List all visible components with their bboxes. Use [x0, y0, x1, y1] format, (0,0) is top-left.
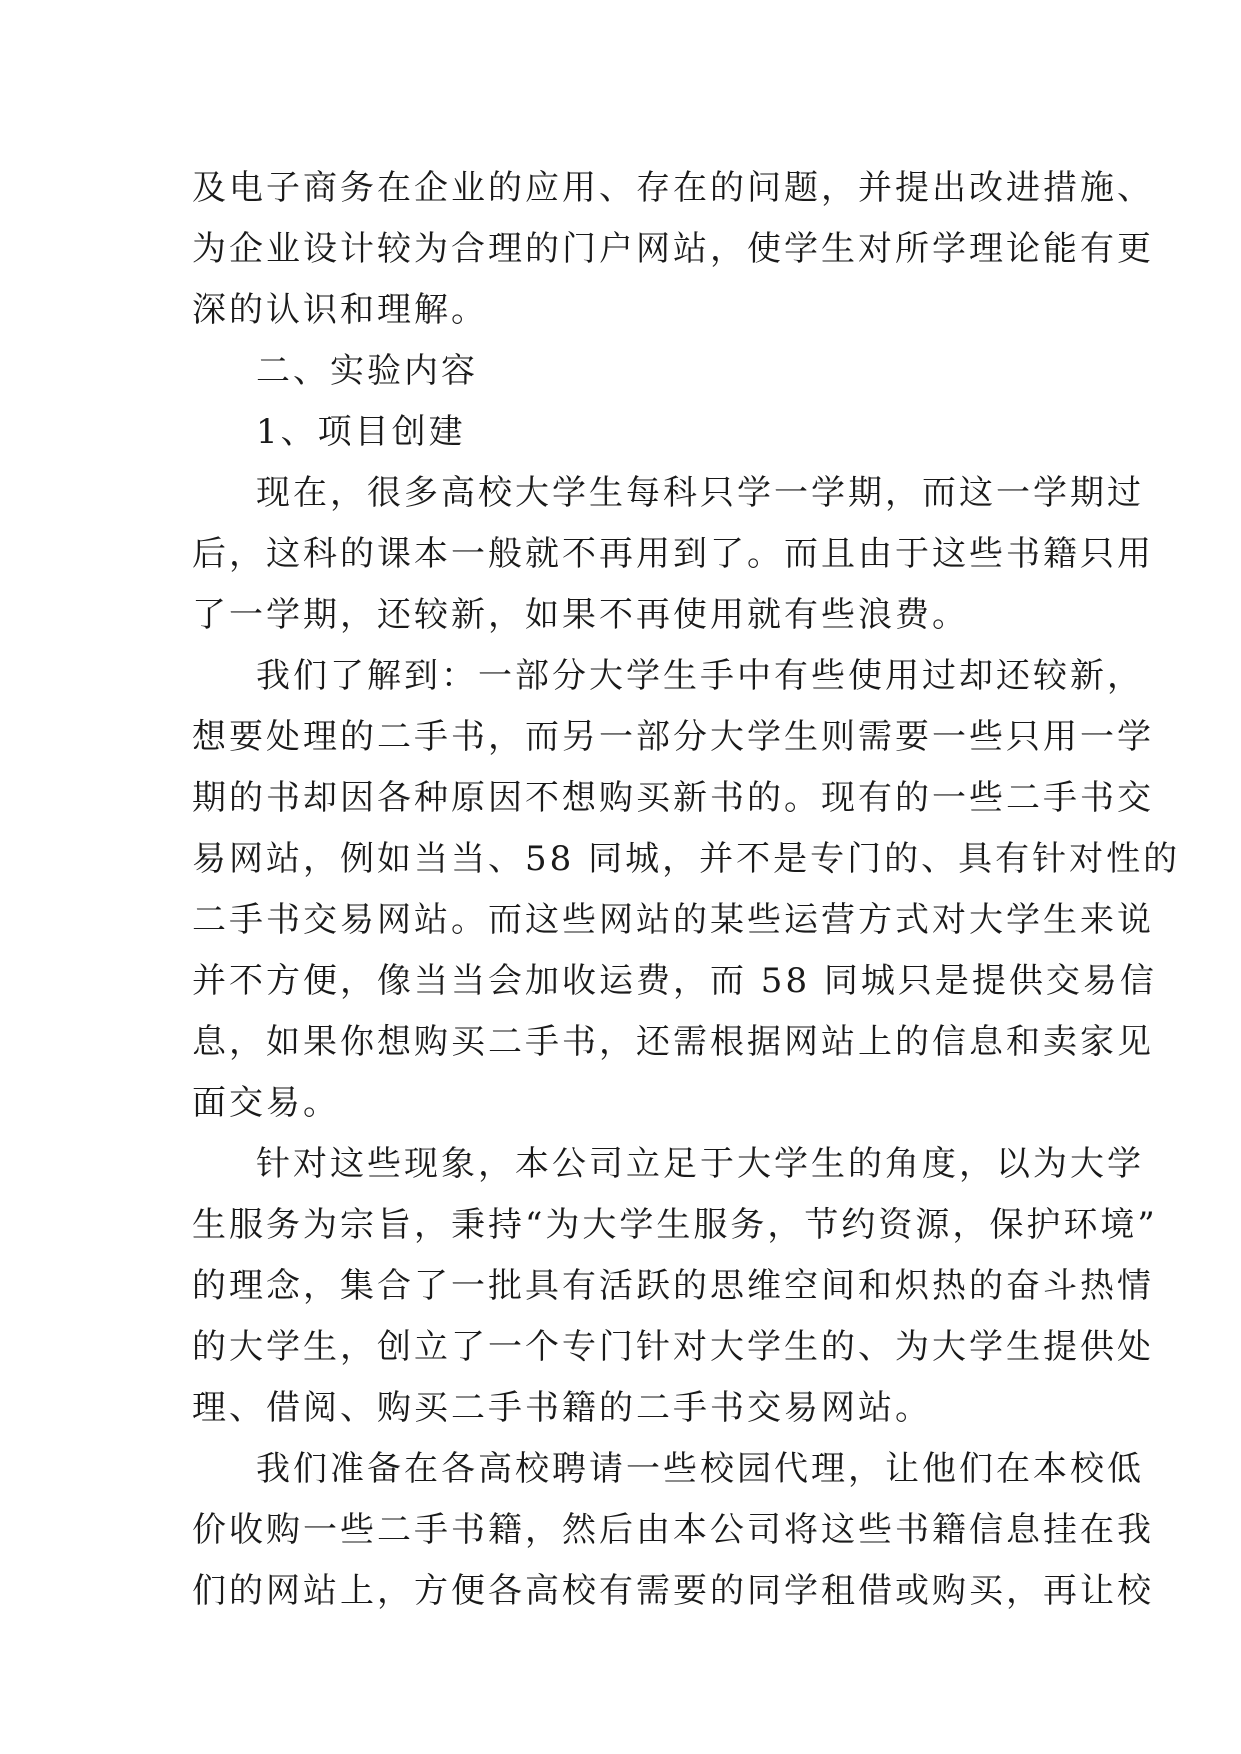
text-line: 二、实验内容 [256, 351, 478, 391]
text-line: 为企业设计较为合理的门户网站，使学生对所学理论能有更 [192, 229, 1154, 269]
text-line: 后，这科的课本一般就不再用到了。而且由于这些书籍只用 [192, 534, 1154, 574]
text-line: 易网站，例如当当、58 同城，并不是专门的、具有针对性的 [192, 839, 1181, 879]
document-body [192, 158, 1181, 1622]
text-line: 期的书却因各种原因不想购买新书的。现有的一些二手书交 [192, 778, 1154, 818]
text-line: 二手书交易网站。而这些网站的某些运营方式对大学生来说 [192, 900, 1154, 940]
text-line: 并不方便，像当当会加收运费，而 58 同城只是提供交易信 [192, 961, 1157, 1001]
text-line: 1、项目创建 [256, 412, 466, 452]
text-line: 理、借阅、购买二手书籍的二手书交易网站。 [192, 1388, 932, 1428]
text-line: 生服务为宗旨，秉持“为大学生服务，节约资源，保护环境” [192, 1205, 1158, 1245]
text-line: 深的认识和理解。 [192, 290, 488, 330]
text-line: 针对这些现象，本公司立足于大学生的角度，以为大学 [256, 1144, 1144, 1184]
text-line: 息，如果你想购买二手书，还需根据网站上的信息和卖家见 [192, 1022, 1154, 1062]
text-line: 现在，很多高校大学生每科只学一学期，而这一学期过 [256, 473, 1144, 513]
text-line: 们的网站上，方便各高校有需要的同学租借或购买，再让校 [192, 1571, 1154, 1611]
text-line: 及电子商务在企业的应用、存在的问题，并提出改进措施、 [192, 168, 1154, 208]
text-line: 我们了解到：一部分大学生手中有些使用过却还较新， [256, 656, 1144, 696]
text-line: 想要处理的二手书，而另一部分大学生则需要一些只用一学 [192, 717, 1154, 757]
text-line: 我们准备在各高校聘请一些校园代理，让他们在本校低 [256, 1449, 1144, 1489]
text-line: 价收购一些二手书籍，然后由本公司将这些书籍信息挂在我 [192, 1510, 1154, 1550]
text-line: 的理念，集合了一批具有活跃的思维空间和炽热的奋斗热情 [192, 1266, 1154, 1306]
text-line: 的大学生，创立了一个专门针对大学生的、为大学生提供处 [192, 1327, 1154, 1367]
text-line: 了一学期，还较新，如果不再使用就有些浪费。 [192, 595, 969, 635]
text-line: 面交易。 [192, 1083, 340, 1123]
